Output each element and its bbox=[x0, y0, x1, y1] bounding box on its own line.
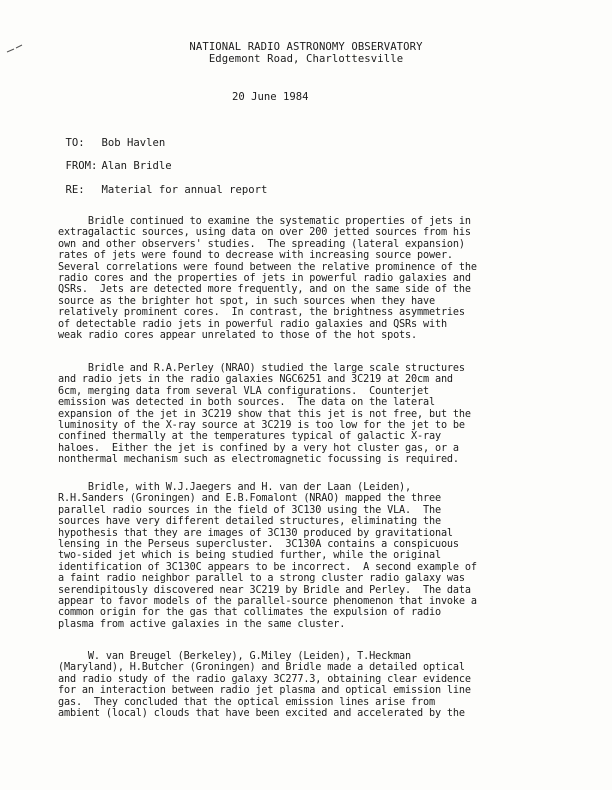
letterhead-organization: NATIONAL RADIO ASTRONOMY OBSERVATORY bbox=[189, 41, 423, 53]
paragraph-line: source as the brighter hot spot, in such sources when they have bbox=[58, 295, 435, 307]
paragraph-line: sources have very different detailed structures, eliminating the bbox=[58, 516, 441, 528]
memo-to-label: TO: bbox=[65, 137, 85, 149]
paragraph-line: identification of 3C130C appears to be incorrect. A second example of bbox=[58, 561, 477, 573]
paragraph-line: and radio jets in the radio galaxies NGC6251 and 3C219 at 20cm and bbox=[58, 374, 453, 386]
paragraph-line: of detectable radio jets in powerful radio galaxies and QSRs with bbox=[58, 318, 447, 330]
paragraph-line: common origin for the gas that collimates the expulsion of radio bbox=[58, 607, 441, 619]
paragraph-line: lensing in the Perseus supercluster. 3C130A contains a conspicuous bbox=[58, 539, 459, 551]
paragraph-line: and radio study of the radio galaxy 3C277.3, obtaining clear evidence bbox=[58, 673, 471, 685]
letterhead bbox=[0, 41, 612, 65]
paragraph-line: 6cm, merging data from several VLA configurations. Counterjet bbox=[58, 385, 429, 397]
paragraph-3c130 bbox=[58, 482, 558, 630]
paragraph-line: appear to favor models of the parallel-source phenomenon that invoke a bbox=[58, 596, 477, 608]
paragraph-line: confined thermally at the temperatures typical of galactic X-ray bbox=[58, 431, 441, 443]
paragraph-line: rates of jets were found to decrease with increasing source power. bbox=[58, 250, 453, 262]
memo-to-value: Bob Havlen bbox=[101, 137, 166, 149]
paragraph-line: relatively prominent cores. In contrast, the brightness asymmetries bbox=[58, 307, 465, 319]
paragraph-line: haloes. Either the jet is confined by a very hot cluster gas, or a bbox=[58, 442, 459, 454]
paragraph-line: weak radio cores appear unrelated to those of the hot spots. bbox=[58, 330, 418, 342]
memo-from-value: Alan Bridle bbox=[101, 160, 172, 172]
paragraph-jet-properties bbox=[58, 216, 558, 341]
paragraph-line: nonthermal mechanism such as electromagnetic focussing is required. bbox=[58, 454, 459, 466]
paragraph-line: expansion of the jet in 3C219 show that this jet is not free, but the bbox=[58, 408, 471, 420]
paragraph-line: Bridle, with W.J.Jaegers and H. van der Laan (Leiden), bbox=[58, 482, 412, 493]
paragraph-line: plasma from active galaxies in the same cluster. bbox=[58, 618, 346, 630]
paragraph-line: two-sided jet which is being studied further, while the original bbox=[58, 550, 441, 562]
paragraph-line: Several correlations were found between the relative prominence of the bbox=[58, 261, 477, 273]
paragraph-line: R.H.Sanders (Groningen) and E.B.Fomalont (NRAO) mapped the three bbox=[58, 493, 441, 505]
paragraph-line: emission was detected in both sources. The data on the lateral bbox=[58, 397, 435, 409]
paragraph-line: QSRs. Jets are detected more frequently, and on the same side of the bbox=[58, 284, 471, 296]
paragraph-line: extragalactic sources, using data on over 200 jetted sources from his bbox=[58, 227, 471, 239]
paragraph-3c277 bbox=[58, 651, 558, 719]
paragraph-line: for an interaction between radio jet plasma and optical emission line bbox=[58, 685, 471, 697]
paragraph-line: a faint radio neighbor parallel to a strong cluster radio galaxy was bbox=[58, 573, 465, 585]
paragraph-line: radio cores and the properties of jets in powerful radio galaxies and bbox=[58, 273, 471, 285]
memo-re-line bbox=[40, 172, 267, 208]
memo-re-label: RE: bbox=[65, 184, 85, 196]
letterhead-address: Edgemont Road, Charlottesville bbox=[208, 53, 404, 65]
paragraph-line: gas. They concluded that the optical emission lines arise from bbox=[58, 696, 435, 708]
paragraph-line: serendipitously discovered near 3C219 by Bridle and Perley. The data bbox=[58, 584, 471, 596]
paragraph-line: (Maryland), H.Butcher (Groningen) and Bridle made a detailed optical bbox=[58, 662, 465, 674]
paragraph-line: hypothesis that they are images of 3C130 produced by gravitational bbox=[58, 527, 453, 539]
paragraph-ngc6251-3c219 bbox=[58, 363, 558, 466]
paragraph-line: Bridle and R.A.Perley (NRAO) studied the large scale structures bbox=[58, 363, 465, 374]
memo-re-value: Material for annual report bbox=[101, 184, 268, 196]
paragraph-line: parallel radio sources in the field of 3C130 using the VLA. The bbox=[58, 504, 441, 516]
paragraph-line: ambient (local) clouds that have been excited and accelerated by the bbox=[58, 708, 465, 720]
paragraph-line: Bridle continued to examine the systematic properties of jets in bbox=[58, 216, 471, 227]
paragraph-line: own and other observers' studies. The spreading (lateral expansion) bbox=[58, 238, 465, 250]
paragraph-line: luminosity of the X-ray source at 3C219 is too low for the jet to be bbox=[58, 420, 465, 432]
memo-date: 20 June 1984 bbox=[232, 91, 309, 103]
memo-from-label: FROM: bbox=[65, 160, 98, 172]
paragraph-line: W. van Breugel (Berkeley), G.Miley (Leiden), T.Heckman bbox=[58, 651, 412, 662]
